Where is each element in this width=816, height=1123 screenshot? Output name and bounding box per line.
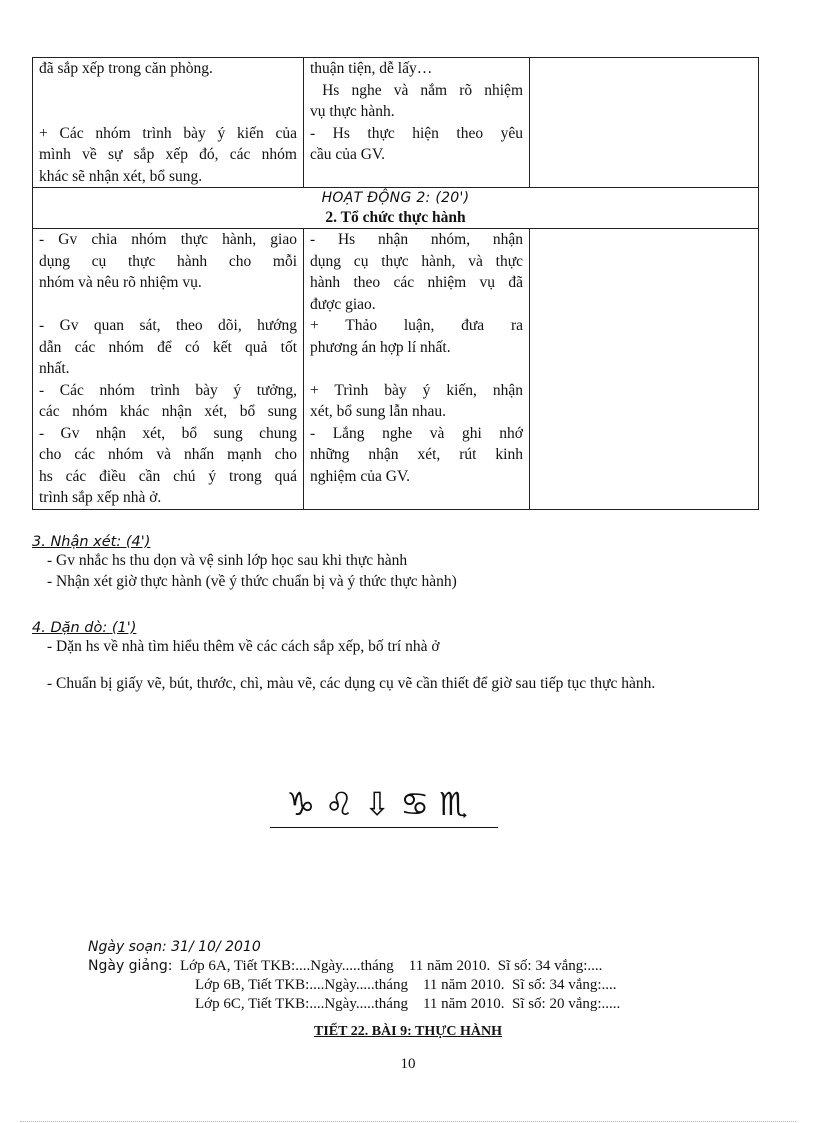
schedule-row: Lớp 6B, Tiết TKB:....Ngày.....tháng 11 năm 2010. Sĩ số: 34 vắng:.... (195, 977, 617, 993)
student-cell (304, 58, 530, 188)
text-line: vụ thực hành. (310, 103, 395, 120)
table-row (33, 58, 759, 188)
text-line: các nhóm khác nhận xét, bổ sung (39, 403, 297, 420)
text-line: + Các nhóm trình bày ý kiến của (39, 124, 297, 142)
text-line: + Thảo luận, đưa ra (310, 317, 523, 334)
page-border (20, 1121, 796, 1122)
text-line: dụng cụ thực hành, và thực (310, 252, 523, 270)
section-title: 4. Dặn dò: (1') (32, 620, 137, 636)
text-line: - Hs nhận nhóm, nhận (310, 231, 523, 248)
text-line: khác sẽ nhận xét, bổ sung. (39, 167, 203, 185)
notes-cell (530, 229, 759, 510)
teacher-cell (33, 229, 304, 510)
text-line: - Hs thực hiện theo yêu (310, 124, 523, 142)
text-line: Hs nghe và nắm rõ nhiệm (310, 81, 523, 99)
text-line: hành theo các nhiệm vụ đã (310, 274, 523, 291)
text-line: nhóm và nêu rõ nhiệm vụ. (39, 274, 202, 291)
text-line: đã sắp xếp trong căn phòng. (39, 60, 213, 77)
student-cell (304, 229, 530, 510)
teacher-cell (33, 58, 304, 188)
section-title: 3. Nhận xét: (4') (32, 534, 151, 550)
text-line: + Trình bày ý kiến, nhận (310, 381, 523, 399)
text-line: - Lắng nghe và ghi nhớ (310, 424, 523, 442)
list-item: - Dặn hs về nhà tìm hiểu thêm về các cách sắp xếp, bố trí nhà ở (47, 638, 440, 655)
schedule-block (88, 938, 620, 1014)
activity-row (33, 188, 759, 229)
decorative-symbols-icon: ♑♌⇩♋♏ (286, 785, 478, 823)
text-line: hs các điều cần chú ý trong quá (39, 467, 297, 485)
lesson-table (32, 57, 759, 510)
text-line: trình sắp xếp nhà ở. (39, 489, 162, 506)
text-line: dụng cụ thực hành cho mỗi (39, 252, 297, 270)
text-line: - Gv quan sát, theo dõi, hướng (39, 317, 297, 334)
text-line: cho các nhóm và nhấn mạnh cho (39, 446, 297, 463)
teach-label: Ngày giảng: (88, 958, 173, 974)
text-line: những nhận xét, rút kinh (310, 446, 523, 463)
table-row (33, 229, 759, 510)
text-line: thuận tiện, dễ lấy… (310, 60, 433, 77)
notes-cell (530, 58, 759, 188)
schedule-row: Lớp 6C, Tiết TKB:....Ngày.....tháng 11 năm 2010. Sĩ số: 20 vắng:..... (195, 996, 621, 1012)
section-review (32, 534, 457, 592)
text-line: nghiệm của GV. (310, 467, 411, 485)
text-line: xét, bổ sung lẫn nhau. (310, 403, 447, 420)
list-item: - Chuẩn bị giấy vẽ, bút, thước, chì, màu vẽ, các dụng cụ vẽ cần thiết để giờ sau tiếp tục thực hành. (47, 674, 656, 692)
text-line: - Gv chia nhóm thực hành, giao (39, 231, 297, 248)
text-line: phương án hợp lí nhất. (310, 338, 451, 356)
schedule-row: Lớp 6A, Tiết TKB:....Ngày.....tháng 11 năm 2010. Sĩ số: 34 vắng:.... (180, 958, 603, 974)
lesson-title: TIẾT 22. BÀI 9: THỰC HÀNH (314, 1024, 502, 1039)
text-line: cầu của GV. (310, 146, 386, 163)
text-line: - Gv nhận xét, bổ sung chung (39, 424, 297, 442)
list-item: - Gv nhắc hs thu dọn và vệ sinh lớp học sau khi thực hành (47, 552, 408, 569)
text-line: được giao. (310, 295, 376, 313)
text-line: mình về sự sắp xếp đó, các nhóm (39, 146, 297, 163)
prep-date: Ngày soạn: 31/ 10/ 2010 (88, 939, 261, 955)
activity-subtitle: 2. Tổ chức thực hành (325, 209, 466, 226)
activity-header (33, 188, 759, 229)
ornament-underline (270, 827, 498, 828)
text-line: dẫn các nhóm để có kết quả tốt (39, 338, 297, 356)
text-line: - Các nhóm trình bày ý tưởng, (39, 381, 297, 399)
activity-title: HOẠT ĐỘNG 2: (20') (321, 190, 470, 206)
section-homework (32, 620, 767, 710)
page-number: 10 (400, 1056, 416, 1072)
text-line: nhất. (39, 360, 70, 377)
list-item: - Nhận xét giờ thực hành (về ý thức chuẩn bị và ý thức thực hành) (47, 573, 457, 590)
